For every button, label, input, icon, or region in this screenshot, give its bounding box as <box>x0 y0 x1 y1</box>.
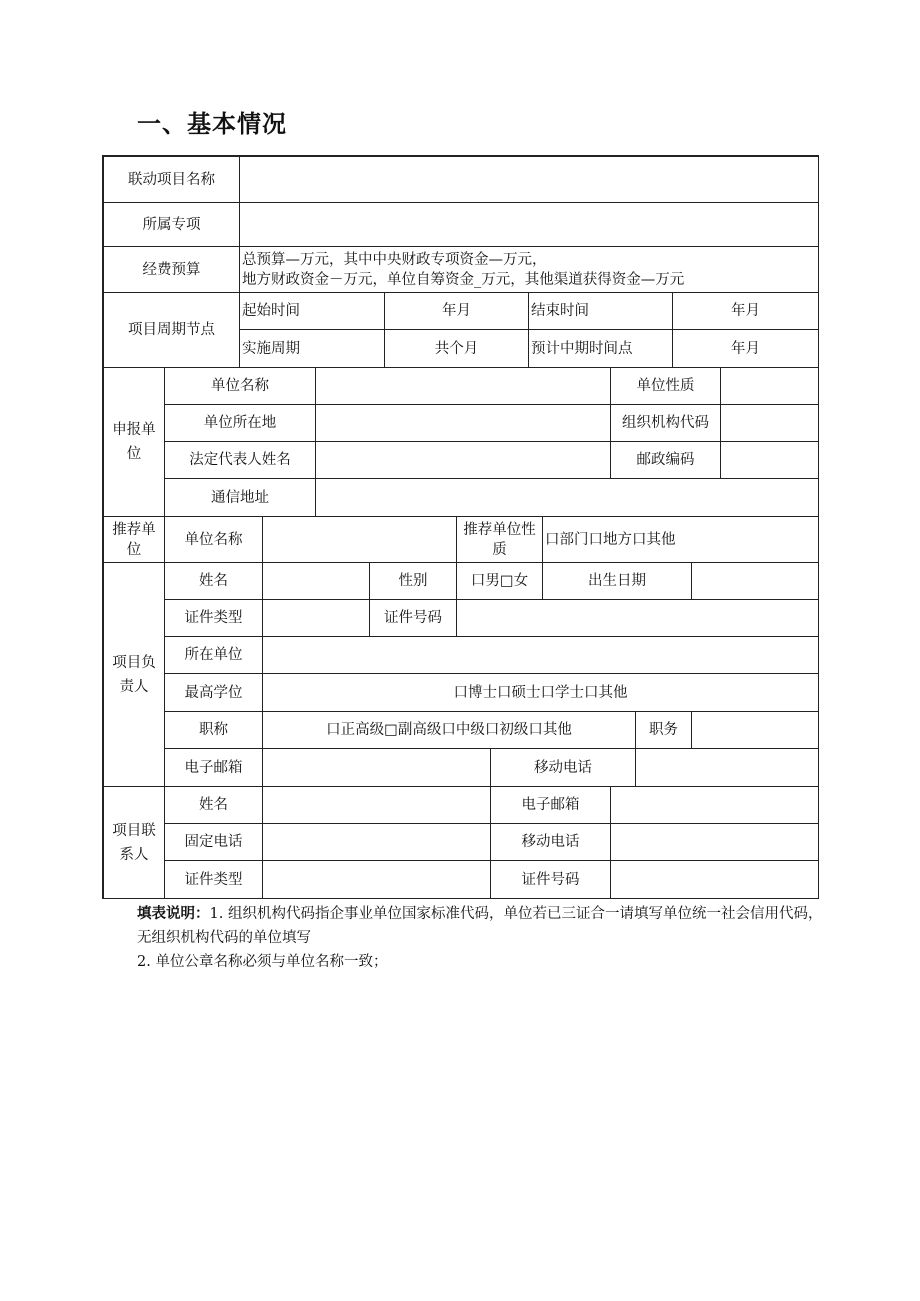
period-field[interactable]: 共个月 <box>384 329 529 368</box>
leader-mobile-label: 移动电话 <box>490 748 636 787</box>
start-time-field[interactable]: 年月 <box>384 292 529 330</box>
start-time-label: 起始时间 <box>239 292 385 330</box>
leader-gender-options[interactable]: 口男□女 <box>456 562 543 600</box>
budget-label: 经费预算 <box>103 246 240 293</box>
leader-email-label: 电子邮箱 <box>164 748 263 787</box>
contact-id-type-label: 证件类型 <box>164 860 263 899</box>
fill-instructions <box>137 902 827 974</box>
budget-line-2: 地方财政资金－万元，单位自筹资金_万元，其他渠道获得资金—万元 <box>242 271 685 288</box>
contact-id-no-field[interactable] <box>610 860 819 899</box>
leader-id-type-label: 证件类型 <box>164 599 263 637</box>
leader-birth-label: 出生日期 <box>542 562 692 600</box>
applicant-name-label: 单位名称 <box>164 367 316 405</box>
contact-id-no-label: 证件号码 <box>490 860 611 899</box>
org-code-field[interactable] <box>720 404 819 442</box>
applicant-location-field[interactable] <box>315 404 611 442</box>
recommender-name-field[interactable] <box>262 516 457 563</box>
midterm-label: 预计中期时间点 <box>528 329 673 368</box>
legal-rep-label: 法定代表人姓名 <box>164 441 316 479</box>
leader-label: 项目负责人 <box>103 562 165 787</box>
applicant-label: 申报单位 <box>103 367 165 517</box>
contact-email-field[interactable] <box>610 786 819 824</box>
instruction-line-2: 2. 单位公章名称必须与单位名称一致； <box>137 954 388 970</box>
recommender-nature-options[interactable]: 口部门口地方口其他 <box>542 516 819 563</box>
leader-title-options[interactable]: 口正高级□副高级口中级口初级口其他 <box>262 711 636 749</box>
contact-phone-label: 固定电话 <box>164 823 263 861</box>
applicant-nature-label: 单位性质 <box>610 367 721 405</box>
contact-phone-field[interactable] <box>262 823 491 861</box>
leader-id-no-field[interactable] <box>456 599 819 637</box>
applicant-name-field[interactable] <box>315 367 611 405</box>
leader-gender-label: 性别 <box>369 562 457 600</box>
leader-degree-label: 最高学位 <box>164 673 263 712</box>
leader-title-label: 职称 <box>164 711 263 749</box>
page-title: 一、基本情况 <box>137 110 287 138</box>
leader-birth-field[interactable] <box>691 562 819 600</box>
contact-mobile-field[interactable] <box>610 823 819 861</box>
contact-id-type-field[interactable] <box>262 860 491 899</box>
special-label: 所属专项 <box>103 202 240 247</box>
leader-email-field[interactable] <box>262 748 491 787</box>
contact-name-label: 姓名 <box>164 786 263 824</box>
contact-name-field[interactable] <box>262 786 491 824</box>
cycle-label: 项目周期节点 <box>103 292 240 368</box>
leader-id-no-label: 证件号码 <box>369 599 457 637</box>
special-field[interactable] <box>239 202 819 247</box>
legal-rep-field[interactable] <box>315 441 611 479</box>
leader-unit-field[interactable] <box>262 636 819 674</box>
contact-email-label: 电子邮箱 <box>490 786 611 824</box>
recommender-name-label: 单位名称 <box>164 516 263 563</box>
org-code-label: 组织机构代码 <box>610 404 721 442</box>
project-name-label: 联动项目名称 <box>103 156 240 203</box>
midterm-field[interactable]: 年月 <box>672 329 819 368</box>
instruction-label: 填表说明： <box>137 906 210 922</box>
contact-mobile-label: 移动电话 <box>490 823 611 861</box>
recommender-label: 推荐单位 <box>103 516 165 563</box>
postcode-label: 邮政编码 <box>610 441 721 479</box>
address-label: 通信地址 <box>164 478 316 517</box>
instruction-line-1 <box>137 902 827 950</box>
end-time-label: 结束时间 <box>528 292 673 330</box>
leader-position-label: 职务 <box>635 711 692 749</box>
leader-mobile-field[interactable] <box>635 748 819 787</box>
contact-label: 项目联系人 <box>103 786 165 899</box>
leader-id-type-field[interactable] <box>262 599 370 637</box>
period-label: 实施周期 <box>239 329 385 368</box>
project-name-field[interactable] <box>239 156 819 203</box>
basic-info-form <box>102 155 819 899</box>
leader-unit-label: 所在单位 <box>164 636 263 674</box>
address-field[interactable] <box>315 478 819 517</box>
leader-name-field[interactable] <box>262 562 370 600</box>
budget-field[interactable] <box>239 246 819 293</box>
applicant-nature-field[interactable] <box>720 367 819 405</box>
recommender-nature-label: 推荐单位性质 <box>456 516 543 563</box>
instruction-text-1: 1. 组织机构代码指企事业单位国家标准代码，单位若已三证合一请填写单位统一社会信用代码，无组织机构代码的单位填写 <box>137 906 823 946</box>
applicant-location-label: 单位所在地 <box>164 404 316 442</box>
leader-name-label: 姓名 <box>164 562 263 600</box>
budget-line-1: 总预算—万元，其中中央财政专项资金—万元， <box>242 251 547 268</box>
postcode-field[interactable] <box>720 441 819 479</box>
end-time-field[interactable]: 年月 <box>672 292 819 330</box>
leader-position-field[interactable] <box>691 711 819 749</box>
leader-degree-options[interactable]: 口博士口硕士口学士口其他 <box>262 673 819 712</box>
